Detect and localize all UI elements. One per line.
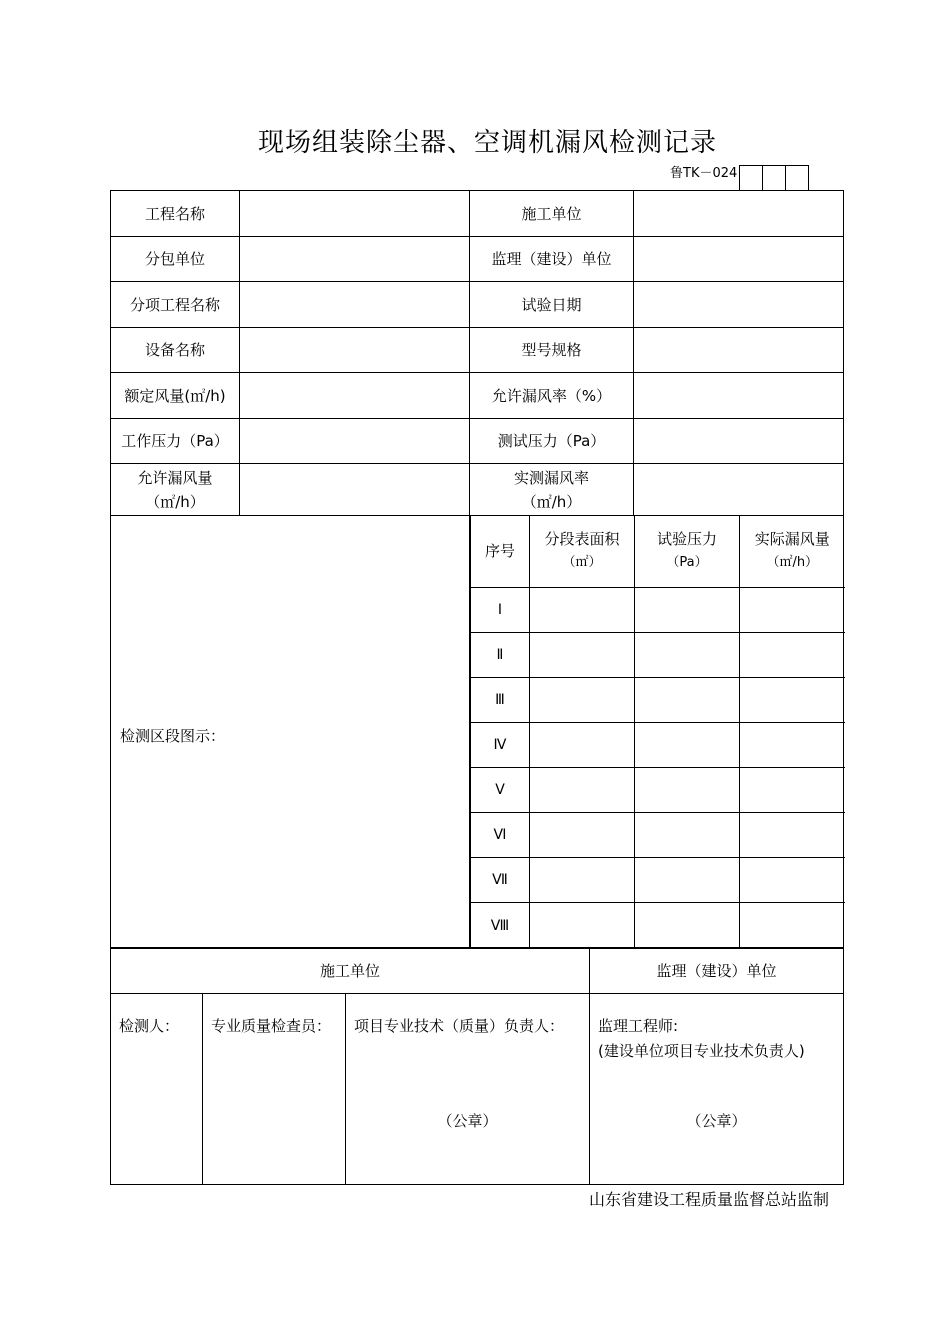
quality-inspector-label: 专业质量检查员： (211, 1017, 332, 1035)
row-seq: Ⅲ (471, 677, 530, 722)
sig-tech-lead[interactable] (346, 994, 590, 1185)
field-subcontractor[interactable] (240, 236, 470, 282)
field-test-date[interactable] (634, 282, 844, 328)
code-box-1 (739, 165, 763, 190)
form-code: 鲁TK－024 (670, 166, 738, 181)
row-seq: Ⅳ (471, 722, 530, 767)
cell-pressure[interactable] (635, 587, 740, 632)
cell-leak[interactable] (740, 632, 845, 677)
header-leak (740, 516, 845, 587)
footer-issuer: 山东省建设工程质量监督总站监制 (589, 1190, 830, 1209)
header-leak-unit: （㎡/h） (766, 555, 819, 571)
tech-lead-label: 项目专业技术（质量）负责人： (354, 1017, 565, 1035)
measured-leak-rate-unit: （㎡/h） (521, 492, 582, 511)
cell-area[interactable] (530, 813, 635, 858)
cell-area[interactable] (530, 677, 635, 722)
field-test-pressure[interactable] (634, 418, 844, 464)
cell-pressure[interactable] (635, 858, 740, 903)
field-working-pressure[interactable] (240, 418, 470, 464)
label-allowed-leak-volume (111, 464, 240, 516)
field-subitem-name[interactable] (240, 282, 470, 328)
label-supervision-unit: 监理（建设）单位 (470, 236, 634, 282)
test-results-table (470, 516, 845, 948)
cell-area[interactable] (530, 722, 635, 767)
sig-tester[interactable] (111, 994, 203, 1185)
label-test-pressure: 测试压力（Pa） (470, 418, 634, 464)
cell-area[interactable] (530, 587, 635, 632)
header-pressure-unit: （Pa） (666, 555, 708, 571)
cell-leak[interactable] (740, 858, 845, 903)
label-construction-unit: 施工单位 (470, 191, 634, 237)
field-measured-leak-rate[interactable] (634, 464, 844, 516)
seal-right: （公章） (686, 1112, 747, 1130)
field-construction-unit[interactable] (634, 191, 844, 237)
label-allowed-leak-rate: 允许漏风率（%） (470, 373, 634, 419)
cell-leak[interactable] (740, 677, 845, 722)
header-area-label: 分段表面积 (544, 530, 620, 549)
measured-leak-rate-label: 实测漏风率 (514, 468, 590, 487)
sig-quality-inspector[interactable] (203, 994, 346, 1185)
header-leak-label: 实际漏风量 (754, 530, 830, 549)
field-allowed-leak-rate[interactable] (634, 373, 844, 419)
row-seq: Ⅵ (471, 813, 530, 858)
label-subitem-name: 分项工程名称 (111, 282, 240, 328)
row-seq: Ⅷ (471, 903, 530, 948)
field-project-name[interactable] (240, 191, 470, 237)
page-title: 现场组装除尘器、空调机漏风检测记录 (257, 128, 717, 158)
supervisor-label: 监理工程师: (598, 1017, 679, 1035)
cell-pressure[interactable] (635, 903, 740, 948)
field-model-spec[interactable] (634, 327, 844, 373)
row-seq: Ⅰ (471, 587, 530, 632)
cell-pressure[interactable] (635, 722, 740, 767)
code-box-2 (762, 165, 786, 190)
cell-leak[interactable] (740, 903, 845, 948)
signature-table (110, 947, 844, 1185)
seal-left: （公章） (437, 1112, 498, 1130)
row-seq: Ⅶ (471, 858, 530, 903)
header-pressure (635, 516, 740, 587)
supervisor-alt-label: (建设单位项目专业技术负责人) (598, 1042, 805, 1060)
label-rated-airflow: 额定风量(㎡/h) (111, 373, 240, 419)
label-model-spec: 型号规格 (470, 327, 634, 373)
field-allowed-leak-volume[interactable] (240, 464, 470, 516)
header-area (530, 516, 635, 587)
row-seq: Ⅱ (471, 632, 530, 677)
cell-pressure[interactable] (635, 677, 740, 722)
cell-pressure[interactable] (635, 813, 740, 858)
label-subcontractor: 分包单位 (111, 236, 240, 282)
cell-area[interactable] (530, 858, 635, 903)
header-pressure-label: 试验压力 (656, 530, 717, 549)
cell-pressure[interactable] (635, 768, 740, 813)
field-rated-airflow[interactable] (240, 373, 470, 419)
header-seq: 序号 (471, 516, 530, 587)
label-working-pressure: 工作压力（Pa） (111, 418, 240, 464)
row-seq: Ⅴ (471, 768, 530, 813)
sig-construction-unit: 施工单位 (111, 948, 590, 994)
cell-area[interactable] (530, 768, 635, 813)
cell-leak[interactable] (740, 587, 845, 632)
label-test-date: 试验日期 (470, 282, 634, 328)
cell-area[interactable] (530, 632, 635, 677)
diagram-area[interactable] (111, 516, 470, 949)
cell-leak[interactable] (740, 768, 845, 813)
allowed-leak-label: 允许漏风量 (137, 468, 213, 487)
label-measured-leak-rate (470, 464, 634, 516)
cell-pressure[interactable] (635, 632, 740, 677)
field-supervision-unit[interactable] (634, 236, 844, 282)
label-equipment-name: 设备名称 (111, 327, 240, 373)
sig-supervision-unit: 监理（建设）单位 (590, 948, 844, 994)
diagram-label: 检测区段图示： (120, 726, 226, 745)
cell-area[interactable] (530, 903, 635, 948)
label-project-name: 工程名称 (111, 191, 240, 237)
tester-label: 检测人： (119, 1017, 180, 1035)
header-area-unit: （㎡） (562, 555, 602, 571)
field-equipment-name[interactable] (240, 327, 470, 373)
test-table-area (470, 516, 844, 949)
cell-leak[interactable] (740, 813, 845, 858)
code-box-3 (785, 165, 809, 190)
sig-supervisor[interactable] (590, 994, 844, 1185)
record-table (110, 190, 844, 949)
allowed-leak-unit: （㎡/h） (145, 492, 205, 511)
cell-leak[interactable] (740, 722, 845, 767)
